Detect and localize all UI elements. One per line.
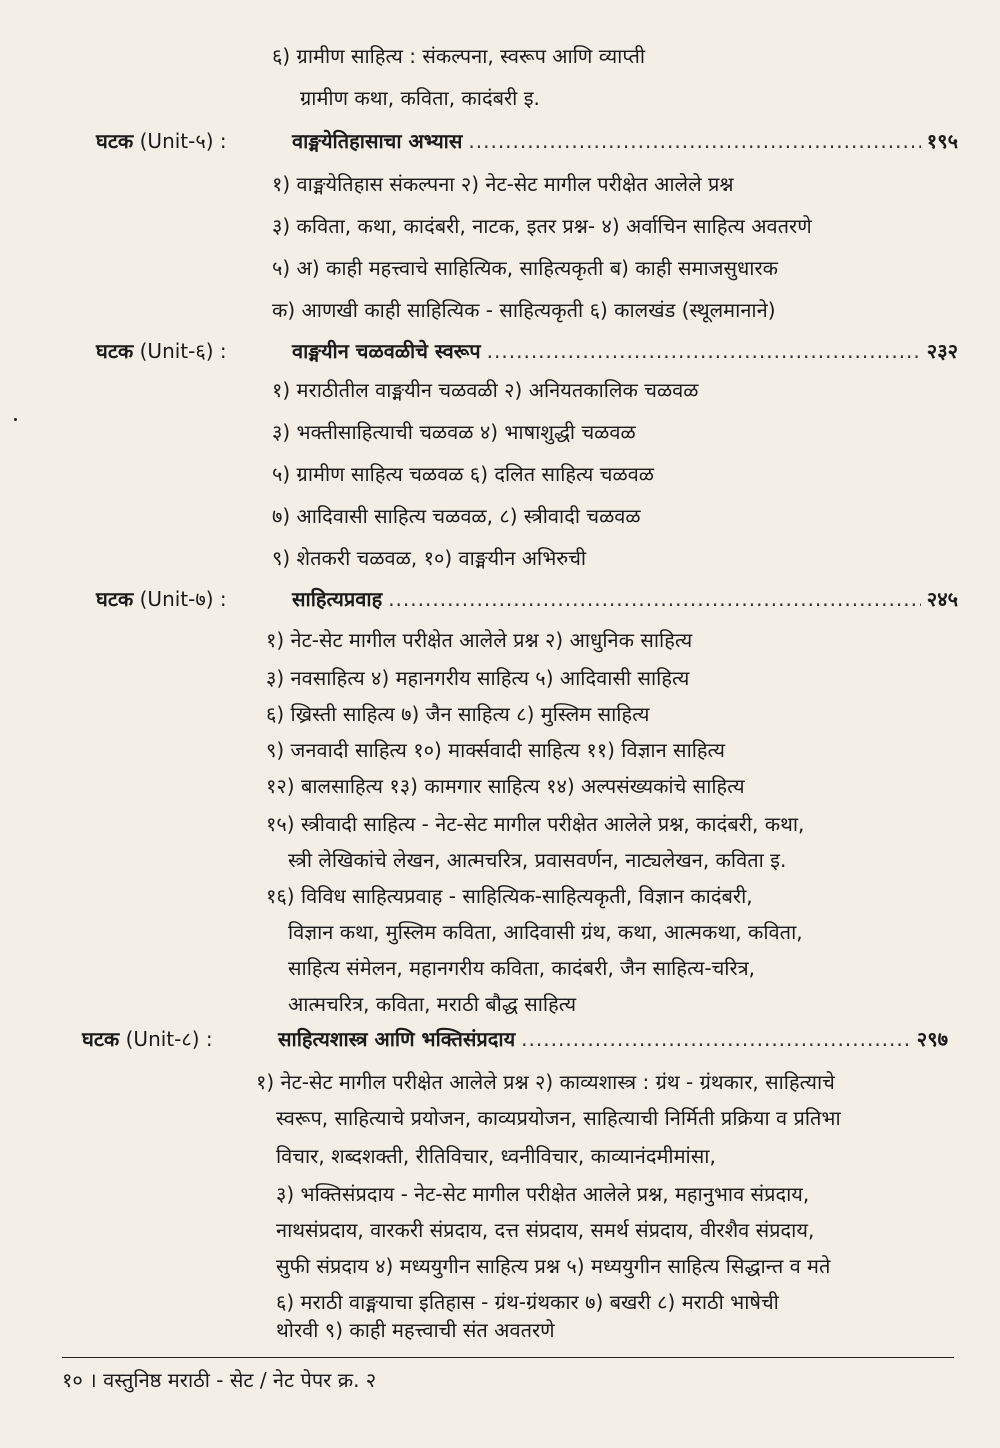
unit-page-number: १९५: [926, 129, 958, 153]
page-footer: १० । वस्तुनिष्ठ मराठी - सेट / नेट पेपर क्र. २: [62, 1368, 377, 1392]
unit-label: [96, 584, 292, 614]
list-item: ३) भक्तिसंप्रदाय - नेट-सेट मागील परीक्षेत आलेले प्रश्न, महानुभाव संप्रदाय,: [276, 1182, 810, 1206]
list-item: नाथसंप्रदाय, वारकरी संप्रदाय, दत्त संप्रदाय, समर्थ संप्रदाय, वीरशैव संप्रदाय,: [276, 1218, 815, 1242]
list-item: १६) विविध साहित्यप्रवाह - साहित्यिक-साहित्यकृती, विज्ञान कादंबरी,: [266, 884, 753, 908]
unit-title: साहित्यप्रवाह: [292, 587, 383, 611]
list-item: ३) भक्तीसाहित्याची चळवळ ४) भाषाशुद्धी चळवळ: [272, 420, 636, 444]
unit-label: [82, 1024, 278, 1054]
list-item: ३) नवसाहित्य ४) महानगरीय साहित्य ५) आदिवासी साहित्य: [266, 666, 690, 690]
list-item: थोरवी ९) काही महत्त्वाची संत अवतरणे: [276, 1318, 555, 1342]
unit-5-heading: [96, 126, 958, 156]
dot-leader: [521, 1024, 911, 1054]
list-item: स्वरूप, साहित्याचे प्रयोजन, काव्यप्रयोजन, साहित्याची निर्मिती प्रक्रिया व प्रतिभा: [276, 1106, 841, 1130]
footer-rule: [62, 1357, 954, 1358]
list-item: १५) स्त्रीवादी साहित्य - नेट-सेट मागील परीक्षेत आलेले प्रश्न, कादंबरी, कथा,: [266, 812, 805, 836]
list-item: १२) बालसाहित्य १३) कामगार साहित्य १४) अल्पसंख्यकांचे साहित्य: [266, 774, 745, 798]
ghatak-word: घटक: [96, 587, 134, 611]
list-item: विज्ञान कथा, मुस्लिम कविता, आदिवासी ग्रंथ, कथा, आत्मकथा, कविता,: [288, 920, 803, 944]
list-item: ९) जनवादी साहित्य १०) मार्क्सवादी साहित्य ११) विज्ञान साहित्य: [266, 738, 725, 762]
list-item: १) मराठीतील वाङ्मयीन चळवळी २) अनियतकालिक चळवळ: [272, 378, 699, 402]
print-speck: [14, 418, 17, 421]
unit-number: (Unit-८): [125, 1027, 200, 1051]
list-item: १) नेट-सेट मागील परीक्षेत आलेले प्रश्न २) आधुनिक साहित्य: [266, 628, 693, 652]
list-item: ७) आदिवासी साहित्य चळवळ, ८) स्त्रीवादी चळवळ: [272, 504, 641, 528]
unit-colon: :: [219, 587, 227, 611]
list-item: क) आणखी काही साहित्यिक - साहित्यकृती ६) कालखंड (स्थूलमानाने): [272, 298, 776, 322]
list-item: १) नेट-सेट मागील परीक्षेत आलेले प्रश्न २) काव्यशास्त्र : ग्रंथ - ग्रंथकार, साहित्याचे: [256, 1070, 835, 1094]
list-item: १) वाङ्मयेतिहास संकल्पना २) नेट-सेट मागील परीक्षेत आलेले प्रश्न: [272, 172, 734, 196]
list-item: साहित्य संमेलन, महानगरीय कविता, कादंबरी, जैन साहित्य-चरित्र,: [288, 956, 756, 980]
unit-colon: :: [205, 1027, 213, 1051]
dot-leader: [468, 126, 920, 156]
list-item: ६) ख्रिस्ती साहित्य ७) जैन साहित्य ८) मुस्लिम साहित्य: [266, 702, 650, 726]
list-item: ५) अ) काही महत्त्वाचे साहित्यिक, साहित्यकृती ब) काही समाजसुधारक: [272, 256, 779, 280]
ghatak-word: घटक: [96, 339, 134, 363]
unit-number: (Unit-७): [139, 587, 214, 611]
unit-page-number: २९७: [916, 1027, 948, 1051]
list-item: ९) शेतकरी चळवळ, १०) वाङ्मयीन अभिरुची: [272, 546, 587, 570]
ghatak-word: घटक: [96, 129, 134, 153]
unit-number: (Unit-५): [139, 129, 214, 153]
list-item: स्त्री लेखिकांचे लेखन, आत्मचरित्र, प्रवासवर्णन, नाट्यलेखन, कविता इ.: [288, 848, 787, 872]
unit-label: [96, 336, 292, 366]
unit-6-heading: [96, 336, 958, 366]
unit-title: वाङ्मयीन चळवळीचे स्वरूप: [292, 339, 481, 363]
unit-8-heading: [82, 1024, 948, 1054]
list-item: ३) कविता, कथा, कादंबरी, नाटक, इतर प्रश्न- ४) अर्वाचिन साहित्य अवतरणे: [272, 214, 812, 238]
unit-colon: :: [219, 129, 227, 153]
unit-title: वाङ्मयेतिहासाचा अभ्यास: [292, 129, 463, 153]
unit-label: [96, 126, 292, 156]
unit-number: (Unit-६): [139, 339, 214, 363]
list-item: आत्मचरित्र, कविता, मराठी बौद्ध साहित्य: [288, 992, 577, 1016]
list-item: ६) मराठी वाङ्मयाचा इतिहास - ग्रंथ-ग्रंथकार ७) बखरी ८) मराठी भाषेची: [276, 1290, 779, 1314]
unit-title: साहित्यशास्त्र आणि भक्तिसंप्रदाय: [278, 1027, 516, 1051]
intro-line-1: ६) ग्रामीण साहित्य : संकल्पना, स्वरूप आणि व्याप्ती: [272, 44, 646, 68]
unit-colon: :: [219, 339, 227, 363]
list-item: सुफी संप्रदाय ४) मध्ययुगीन साहित्य प्रश्न ५) मध्ययुगीन साहित्य सिद्धान्त व मते: [276, 1254, 831, 1278]
list-item: विचार, शब्दशक्ती, रीतिविचार, ध्वनीविचार, काव्यानंदमीमांसा,: [276, 1144, 716, 1168]
dot-leader: [487, 336, 921, 366]
intro-line-2: ग्रामीण कथा, कविता, कादंबरी इ.: [300, 86, 540, 110]
unit-page-number: २४५: [926, 587, 958, 611]
list-item: ५) ग्रामीण साहित्य चळवळ ६) दलित साहित्य चळवळ: [272, 462, 654, 486]
ghatak-word: घटक: [82, 1027, 120, 1051]
unit-page-number: २३२: [926, 339, 958, 363]
dot-leader: [388, 584, 921, 614]
unit-7-heading: [96, 584, 958, 614]
